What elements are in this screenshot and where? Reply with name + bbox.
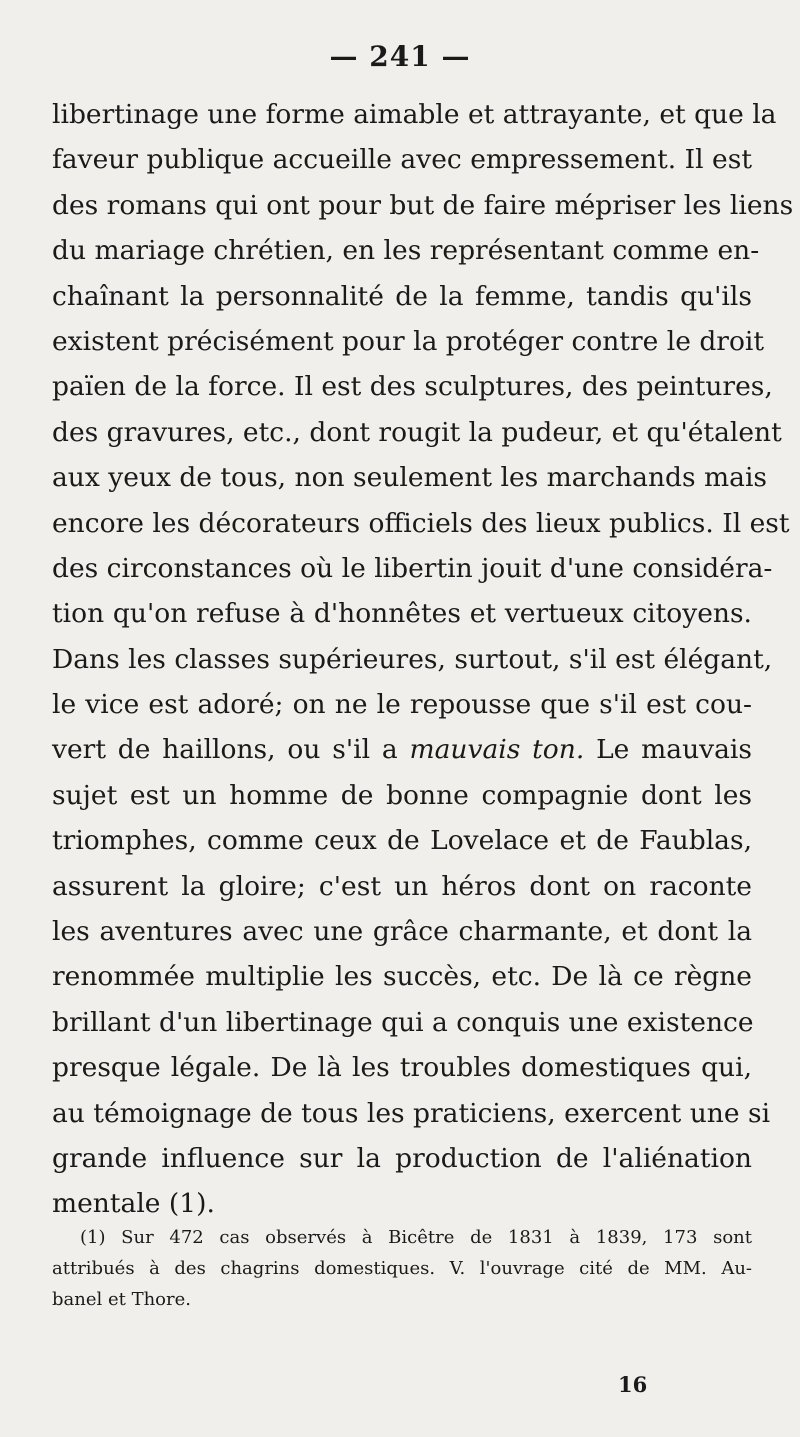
text-line: les aventures avec une grâce charmante, et dont la bbox=[52, 916, 752, 948]
italic-phrase: mauvais ton. bbox=[409, 734, 585, 766]
text-line: des gravures, etc., dont rougit la pudeur, et qu'étalent bbox=[52, 416, 782, 448]
text-line: triomphes, comme ceux de Lovelace et de Faublas, bbox=[52, 825, 752, 857]
text-line: grande influence sur la production de l'aliénation bbox=[52, 1142, 752, 1174]
text-line: libertinage une forme aimable et attrayante, et que la bbox=[52, 99, 777, 130]
text-line: chaînant la personnalité de la femme, tandis qu'ils bbox=[52, 280, 752, 312]
text-line: faveur publique accueille avec empressement. Il est bbox=[52, 144, 752, 176]
text-line: Dans les classes supérieures, surtout, s'il est élégant, bbox=[52, 643, 773, 675]
text-line: mentale (1). bbox=[52, 1188, 215, 1220]
line-start: vert de haillons, ou s'il a bbox=[52, 734, 410, 766]
text-line: des circonstances où le libertin jouit d'une considéra- bbox=[52, 552, 773, 584]
line-end: Le mauvais bbox=[584, 734, 752, 766]
text-line: renommée multiplie les succès, etc. De là ce règne bbox=[52, 961, 752, 993]
text-line: des romans qui ont pour but de faire mépriser les liens bbox=[52, 189, 794, 221]
footnote bbox=[52, 1222, 752, 1315]
text-line: brillant d'un libertinage qui a conquis une existence bbox=[52, 1006, 754, 1038]
text-line: au témoignage de tous les praticiens, exercent une si bbox=[52, 1097, 771, 1129]
footnote-line: (1) Sur 472 cas observés à Bicêtre de 1831 à 1839, 173 sont bbox=[80, 1227, 752, 1248]
text-line: encore les décorateurs officiels des lieux publics. Il est bbox=[52, 507, 790, 539]
text-line: assurent la gloire; c'est un héros dont on raconte bbox=[52, 870, 752, 902]
text-line: le vice est adoré; on ne le repousse que s'il est cou- bbox=[52, 689, 752, 721]
printer-signature: 16 bbox=[618, 1372, 648, 1397]
text-line-with-italic bbox=[52, 727, 752, 772]
footnote-line: banel et Thore. bbox=[52, 1289, 191, 1310]
body-text bbox=[52, 92, 794, 1227]
text-line: païen de la force. Il est des sculptures, des peintures, bbox=[52, 371, 773, 403]
page-number: — 241 — bbox=[329, 40, 471, 73]
text-line: sujet est un homme de bonne compagnie dont les bbox=[52, 779, 752, 811]
text-line: tion qu'on refuse à d'honnêtes et vertueux citoyens. bbox=[52, 598, 752, 630]
footnote-line: attribués à des chagrins domestiques. V. l'ouvrage cité de MM. Au- bbox=[52, 1258, 752, 1279]
text-line: presque légale. De là les troubles domestiques qui, bbox=[52, 1052, 752, 1084]
text-line: du mariage chrétien, en les représentant comme en- bbox=[52, 235, 760, 267]
text-line: aux yeux de tous, non seulement les marchands mais bbox=[52, 462, 768, 494]
text-line: existent précisément pour la protéger contre le droit bbox=[52, 325, 765, 357]
